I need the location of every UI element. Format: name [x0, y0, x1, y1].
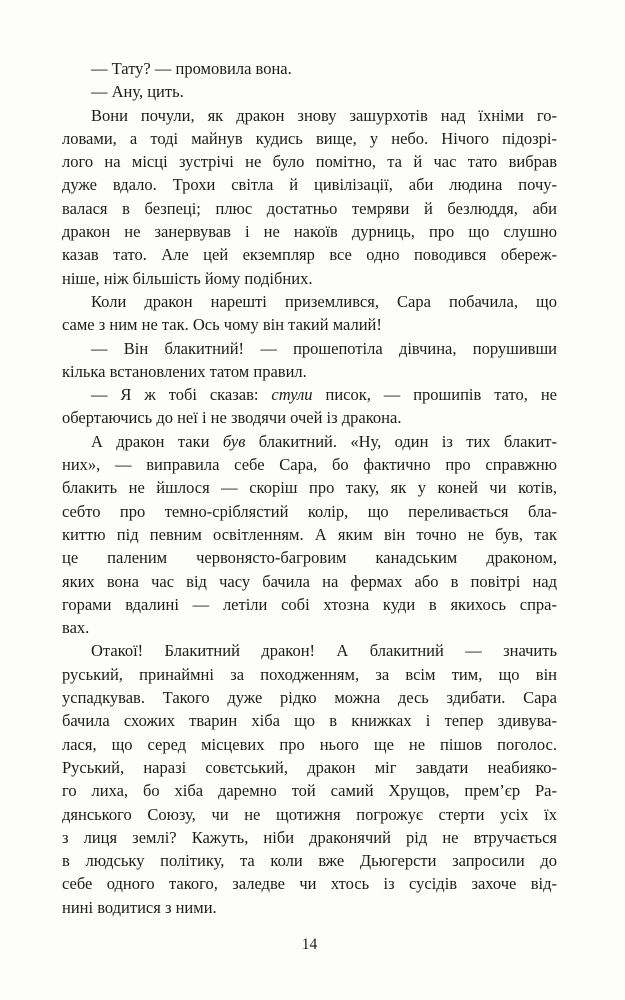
text-line: бачила схожих тварин хіба що в книжках і тепер здивува-: [62, 711, 557, 731]
text-line: в людську політику, та коли вже Дьюгерсти запросили до: [62, 851, 557, 871]
paragraph: [62, 290, 557, 337]
paragraph: [62, 430, 557, 640]
text-line: — Він блакитний! — прошепотіла дівчина, порушивши: [91, 338, 557, 358]
text-line: вах.: [62, 618, 90, 638]
text-line: це паленим червонясто-багровим канадським драконом,: [62, 548, 557, 568]
text-line: лого на місці зустрічі не було помітно, та й час тато вибрав: [62, 152, 557, 172]
paragraph: [62, 383, 557, 430]
paragraph: [62, 639, 557, 919]
text-line: горами вдалині — летіли собі хтозна куди в якихось спра-: [62, 594, 557, 614]
text-line: валася в безпеці; плюс достатньо темряви й безлюддя, аби: [62, 198, 557, 218]
text-line: дракон не занервував і не накоїв дурниць, про що слушно: [62, 222, 557, 242]
paragraph: [62, 337, 557, 384]
text-line: нині водитися з ними.: [62, 897, 217, 917]
text-line: казав тато. Але цей екземпляр все одно поводився обереж-: [62, 245, 557, 265]
text-line: руський, принаймні за походженням, за всім тим, що він: [62, 664, 557, 684]
text-line: дуже вдало. Трохи світла й цивілізації, аби людина почу-: [62, 175, 557, 195]
text-line: — Я ж тобі сказав: стули писок, — прошипів тато, не: [91, 385, 557, 405]
text-line: Руський, наразі совєтський, дракон міг завдати неабияко-: [62, 757, 557, 777]
paragraph: [62, 80, 557, 103]
italic-text: був: [222, 431, 246, 451]
text-line: яких вона час від часу бачила на фермах або в повітрі над: [62, 571, 557, 591]
text-line: ніше, ніж більшість йому подібних.: [62, 268, 313, 288]
text-line: Отакої! Блакитний дракон! А блакитний — значить: [91, 641, 557, 661]
page-number: 14: [301, 936, 318, 953]
text-line: ловами, а тоді майнув кудись вище, у небо. Нічого підозрі-: [62, 128, 557, 148]
text-line: киттю під певним освітленням. А яким він точно не був, так: [62, 524, 557, 544]
italic-text: стули: [271, 385, 313, 405]
text-line: себе одного такого, заледве чи хтось із сусідів захоче від-: [62, 874, 557, 894]
text-line: них», — виправила себе Сара, бо фактично про справжню: [62, 455, 557, 475]
text-line: А дракон таки був блакитний. «Ну, один із тих блакит-: [91, 431, 558, 451]
text-line: — Тату? — промовила вона.: [91, 59, 292, 78]
text-block: [62, 57, 557, 919]
paragraph: [62, 57, 557, 80]
text-line: лася, що серед місцевих про нього ще не пішов поголос.: [62, 734, 557, 754]
text-line: з лиця землі? Кажуть, ніби драконячий рід не втручається: [62, 827, 557, 847]
text-line: обертаючись до неї і не зводячи очей із дракона.: [62, 408, 402, 428]
paragraph: [62, 104, 557, 290]
text-line: кілька встановлених татом правил.: [62, 361, 307, 381]
text-line: успадкував. Такого дуже рідко можна десь здибати. Сара: [62, 688, 557, 708]
text-line: саме з ним не так. Ось чому він такий малий!: [62, 315, 382, 335]
text-line: го лиха, бо хіба даремно той самий Хрущов, прем’єр Ра-: [62, 781, 557, 801]
text-line: дянського Союзу, чи не щотижня погрожує стерти усіх їх: [62, 804, 557, 824]
text-line: Коли дракон нарешті приземлився, Сара побачила, що: [91, 291, 557, 311]
text-line: Вони почули, як дракон знову зашурхотів над їхніми го-: [91, 105, 557, 125]
text-line: — Ану, цить.: [91, 82, 184, 102]
text-line: блакить не йшлося — скоріш про таку, як у коней чи котів,: [62, 478, 557, 498]
text-line: себто про темно-сріблястий колір, що переливається бла-: [62, 501, 557, 521]
